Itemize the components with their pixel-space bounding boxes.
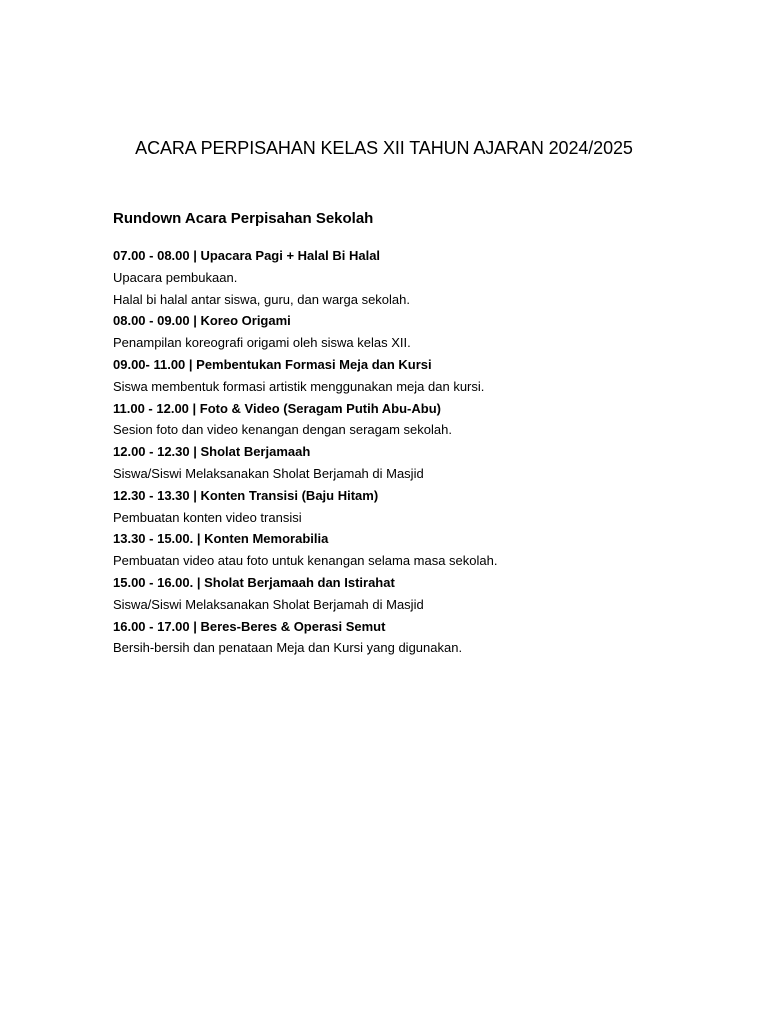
rundown-time: 08.00 - 09.00 | Koreo Origami [113,313,291,329]
rundown-item [113,572,713,616]
rundown-description: Siswa/Siswi Melaksanakan Sholat Berjamah di Masjid [113,596,424,612]
rundown-time: 09.00- 11.00 | Pembentukan Formasi Meja dan Kursi [113,356,432,372]
rundown-description: Halal bi halal antar siswa, guru, dan warga sekolah. [113,291,411,307]
rundown-time: 13.30 - 15.00. | Konten Memorabilia [113,531,329,547]
rundown-time: 12.00 - 12.30 | Sholat Berjamaah [113,444,311,460]
rundown-item [113,398,713,442]
rundown-description: Siswa membentuk formasi artistik menggunakan meja dan kursi. [113,378,485,394]
document-title: ACARA PERPISAHAN KELAS XII TAHUN AJARAN 2024/2025 [135,138,633,158]
rundown-time: 16.00 - 17.00 | Beres-Beres & Operasi Semut [113,618,386,634]
rundown-description: Bersih-bersih dan penataan Meja dan Kursi yang digunakan. [113,640,463,656]
rundown-item [113,310,713,354]
rundown-item [113,616,713,660]
rundown-list [113,245,713,659]
rundown-description: Sesion foto dan video kenangan dengan seragam sekolah. [113,422,452,438]
rundown-item [113,528,713,572]
rundown-time: 11.00 - 12.00 | Foto & Video (Seragam Putih Abu-Abu) [113,400,441,416]
rundown-time: 07.00 - 08.00 | Upacara Pagi + Halal Bi Halal [113,248,381,263]
rundown-item [113,441,713,485]
rundown-description: Penampilan koreografi origami oleh siswa kelas XII. [113,335,411,351]
rundown-description: Pembuatan konten video transisi [113,509,302,525]
section-heading: Rundown Acara Perpisahan Sekolah [113,210,374,227]
rundown-description: Upacara pembukaan. [113,269,238,285]
rundown-item [113,485,713,529]
rundown-item [113,354,713,398]
rundown-time: 15.00 - 16.00. | Sholat Berjamaah dan Istirahat [113,574,395,590]
rundown-time: 12.30 - 13.30 | Konten Transisi (Baju Hitam) [113,487,379,503]
rundown-item [113,245,713,310]
rundown-description: Siswa/Siswi Melaksanakan Sholat Berjamah di Masjid [113,465,424,481]
rundown-description: Pembuatan video atau foto untuk kenangan selama masa sekolah. [113,553,498,569]
